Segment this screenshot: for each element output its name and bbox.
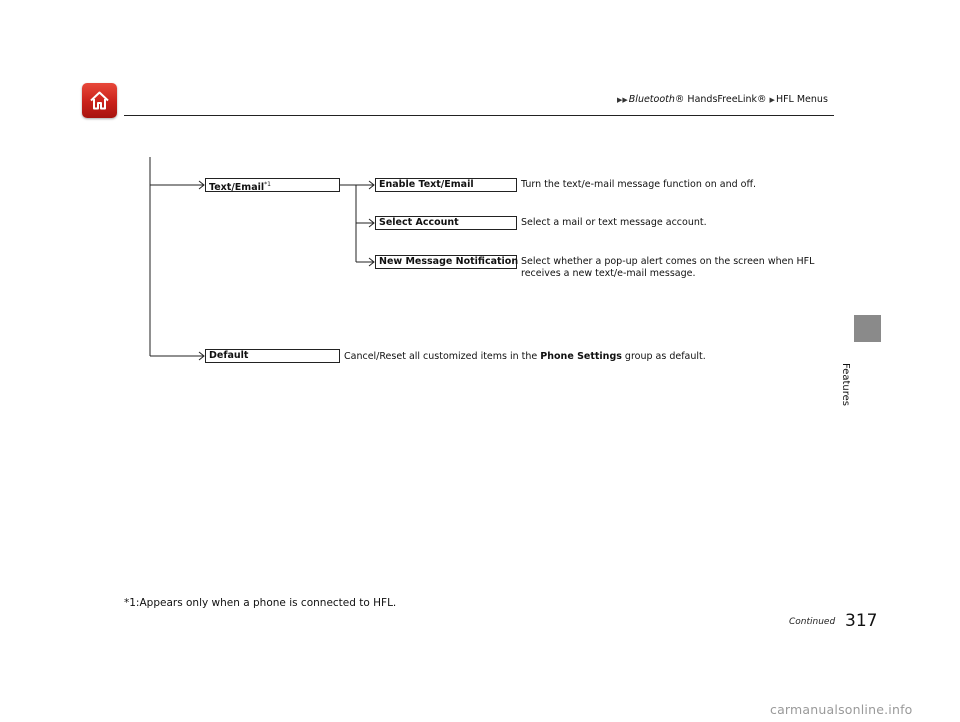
- breadcrumb-item-suffix: ® HandsFreeLink®: [674, 94, 767, 105]
- enable-text-email-description: Turn the text/e-mail message function on and off.: [521, 179, 757, 190]
- menu-item-text-email[interactable]: [205, 178, 340, 192]
- menu-item-default[interactable]: Default: [205, 349, 340, 363]
- menu-item-text-email-label: Text/Email: [209, 182, 265, 193]
- default-desc-tail: group as default.: [621, 351, 706, 362]
- menu-item-enable-text-email[interactable]: Enable Text/Email: [375, 178, 517, 192]
- breadcrumb-arrow-icon: ▶▶: [617, 96, 628, 104]
- default-description: [344, 351, 706, 363]
- footnote-ref: *1: [264, 181, 271, 188]
- breadcrumb-item-bluetooth[interactable]: Bluetooth: [628, 94, 675, 105]
- new-message-desc-line1: Select whether a pop-up alert comes on the screen when HFL: [521, 256, 815, 267]
- default-desc-bold: Phone Settings: [540, 351, 622, 362]
- new-message-notification-description: [521, 256, 814, 280]
- breadcrumb-arrow-icon: ▶: [769, 96, 775, 104]
- continued-label: Continued: [789, 617, 836, 627]
- watermark: carmanualsonline.info: [770, 702, 913, 717]
- select-account-description: Select a mail or text message account.: [521, 217, 707, 228]
- breadcrumb-item-hfl-menus[interactable]: HFL Menus: [775, 94, 828, 105]
- footnote: *1:Appears only when a phone is connected to HFL.: [124, 597, 397, 609]
- section-tab-label: Features: [840, 363, 851, 406]
- menu-item-select-account[interactable]: Select Account: [375, 216, 517, 230]
- default-desc-text: Cancel/Reset all customized items in the: [344, 351, 541, 362]
- page-number: 317: [845, 611, 878, 631]
- menu-item-new-message-notification[interactable]: New Message Notification: [375, 255, 517, 269]
- new-message-desc-line2: receives a new text/e-mail message.: [521, 268, 696, 279]
